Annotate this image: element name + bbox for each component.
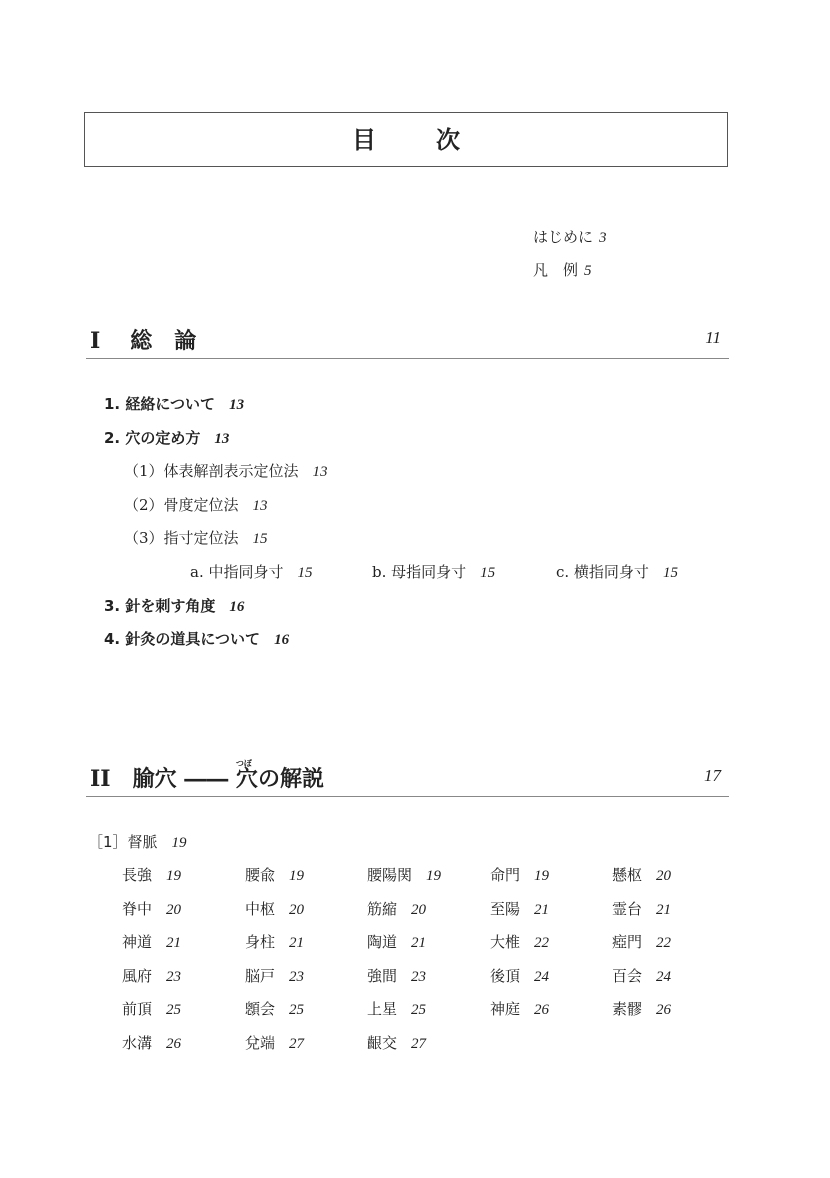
acupoint-page: 22 bbox=[534, 935, 550, 952]
toc-subentry[interactable]: c. 横指同身寸 15 bbox=[556, 563, 678, 581]
acupoint-entry[interactable] bbox=[612, 898, 671, 919]
acupoint-page: 20 bbox=[166, 901, 182, 918]
acupoint-entry[interactable] bbox=[367, 898, 426, 919]
acupoint-page: 23 bbox=[411, 968, 427, 985]
acupoint-page: 24 bbox=[534, 968, 550, 985]
toc-title-box bbox=[84, 112, 728, 167]
acupoint-page: 27 bbox=[289, 1036, 305, 1052]
acupoint-entry[interactable] bbox=[612, 998, 671, 1019]
acupoint-page: 27 bbox=[411, 1036, 427, 1052]
section-page: 17 bbox=[704, 766, 721, 785]
acupoint-entry[interactable] bbox=[490, 965, 549, 986]
acupoint-page: 23 bbox=[289, 968, 305, 985]
acupoint-entry[interactable] bbox=[122, 965, 181, 986]
toc-subentry[interactable]: a. 中指同身寸 15 bbox=[190, 563, 313, 581]
section-heading-2[interactable] bbox=[86, 760, 729, 797]
acupoint-name: 強間 bbox=[367, 966, 398, 985]
acupoint-page: 21 bbox=[656, 901, 672, 918]
acupoint-page: 20 bbox=[289, 901, 305, 918]
acupoint-name: 瘂門 bbox=[612, 933, 643, 952]
page-title: 目次 bbox=[352, 125, 520, 154]
acupoint-page: 26 bbox=[656, 1002, 672, 1019]
ruby-text: つぼ bbox=[235, 758, 252, 768]
acupoint-name: 後頂 bbox=[490, 966, 521, 985]
acupoint-entry[interactable] bbox=[245, 1032, 304, 1053]
acupoint-name: 懸枢 bbox=[612, 866, 643, 884]
acupoint-name: 百会 bbox=[612, 966, 643, 985]
acupoint-page: 25 bbox=[289, 1002, 305, 1019]
acupoint-name: 顖会 bbox=[245, 1000, 276, 1019]
acupoint-entry[interactable] bbox=[122, 931, 181, 952]
acupoint-name: 身柱 bbox=[245, 933, 276, 952]
acupoint-entry[interactable] bbox=[245, 998, 304, 1019]
toc-entry[interactable]: 2. 穴の定め方 13 bbox=[104, 429, 230, 447]
acupoint-entry[interactable] bbox=[245, 898, 304, 919]
acupoint-entry[interactable] bbox=[245, 864, 304, 885]
entry-page: 3 bbox=[599, 230, 607, 246]
acupoint-name: 素髎 bbox=[612, 1000, 643, 1019]
toc-group[interactable]: ［1］督脈 19 bbox=[88, 833, 187, 851]
acupoint-page: 25 bbox=[166, 1002, 182, 1019]
entry-label: 凡 例 bbox=[533, 261, 579, 279]
acupoint-entry[interactable] bbox=[612, 931, 671, 952]
section-title: II 腧穴 ―― つぼ 穴の解説 bbox=[90, 758, 324, 792]
acupoint-page: 21 bbox=[411, 935, 427, 952]
acupoint-entry[interactable] bbox=[245, 965, 304, 986]
acupoint-entry[interactable] bbox=[122, 998, 181, 1019]
entry-page: 5 bbox=[584, 263, 592, 279]
acupoint-page: 23 bbox=[166, 968, 182, 985]
section-title: I 総 論 bbox=[90, 328, 197, 354]
acupoint-page: 19 bbox=[534, 868, 550, 884]
acupoint-entry[interactable] bbox=[612, 864, 671, 885]
acupoint-page: 24 bbox=[656, 968, 672, 985]
acupoint-entry[interactable] bbox=[367, 864, 441, 885]
acupoint-name: 腰兪 bbox=[245, 866, 276, 884]
acupoint-name: 至陽 bbox=[490, 899, 521, 918]
acupoint-page: 19 bbox=[289, 868, 305, 884]
acupoint-name: 脳戸 bbox=[245, 966, 276, 985]
acupoint-page: 20 bbox=[656, 868, 672, 884]
acupoint-entry[interactable] bbox=[367, 1032, 426, 1053]
acupoint-entry[interactable] bbox=[367, 998, 426, 1019]
acupoint-page: 21 bbox=[166, 935, 182, 952]
acupoint-name: 風府 bbox=[122, 966, 153, 985]
acupoint-name: 命門 bbox=[490, 866, 521, 884]
acupoint-name: 陶道 bbox=[367, 933, 398, 952]
acupoint-entry[interactable] bbox=[122, 1032, 181, 1053]
acupoint-page: 26 bbox=[166, 1036, 182, 1052]
section-page: 11 bbox=[705, 328, 721, 347]
acupoint-name: 兌端 bbox=[245, 1034, 276, 1052]
acupoint-name: 中枢 bbox=[245, 899, 276, 918]
acupoint-name: 長強 bbox=[122, 866, 153, 884]
acupoint-entry[interactable] bbox=[490, 931, 549, 952]
acupoint-page: 19 bbox=[426, 868, 442, 884]
acupoint-page: 20 bbox=[411, 901, 427, 918]
acupoint-entry[interactable] bbox=[612, 965, 671, 986]
acupoint-entry[interactable] bbox=[122, 864, 181, 885]
acupoint-name: 前頂 bbox=[122, 1000, 153, 1019]
acupoint-name: 神庭 bbox=[490, 1000, 521, 1019]
acupoint-entry[interactable] bbox=[490, 998, 549, 1019]
acupoint-name: 水溝 bbox=[122, 1034, 153, 1052]
toc-entry-legend[interactable] bbox=[533, 259, 592, 280]
acupoint-page: 19 bbox=[166, 868, 182, 884]
entry-label: はじめに bbox=[533, 228, 594, 246]
acupoint-page: 21 bbox=[289, 935, 305, 952]
acupoint-page: 26 bbox=[534, 1002, 550, 1019]
acupoint-entry[interactable] bbox=[367, 931, 426, 952]
acupoint-name: 神道 bbox=[122, 933, 153, 952]
acupoint-name: 上星 bbox=[367, 1000, 398, 1019]
acupoint-name: 齦交 bbox=[367, 1034, 398, 1052]
toc-subentry[interactable]: b. 母指同身寸 15 bbox=[372, 563, 496, 581]
toc-entry[interactable]: （1）体表解剖表示定位法 13 bbox=[124, 462, 328, 480]
toc-entry[interactable]: 1. 経絡について 13 bbox=[104, 395, 245, 413]
acupoint-name: 筋縮 bbox=[367, 899, 398, 918]
acupoint-name: 腰陽関 bbox=[367, 866, 413, 884]
toc-entry[interactable]: （2）骨度定位法 13 bbox=[124, 496, 268, 514]
toc-entry[interactable]: （3）指寸定位法 15 bbox=[124, 529, 268, 547]
toc-entry[interactable]: 3. 針を刺す角度 16 bbox=[104, 597, 245, 615]
section-heading-1[interactable] bbox=[86, 322, 729, 359]
acupoint-page: 22 bbox=[656, 935, 672, 952]
acupoint-page: 25 bbox=[411, 1002, 427, 1019]
acupoint-entry[interactable] bbox=[367, 965, 426, 986]
acupoint-name: 脊中 bbox=[122, 899, 153, 918]
acupoint-name: 霊台 bbox=[612, 899, 643, 918]
acupoint-page: 21 bbox=[534, 901, 550, 918]
toc-entry[interactable]: 4. 針灸の道具について 16 bbox=[104, 630, 290, 648]
acupoint-entry[interactable] bbox=[490, 864, 549, 885]
acupoint-name: 大椎 bbox=[490, 933, 521, 952]
acupoint-entry[interactable] bbox=[122, 898, 181, 919]
acupoint-entry[interactable] bbox=[245, 931, 304, 952]
acupoint-entry[interactable] bbox=[490, 898, 549, 919]
toc-entry-preface[interactable] bbox=[533, 226, 607, 247]
